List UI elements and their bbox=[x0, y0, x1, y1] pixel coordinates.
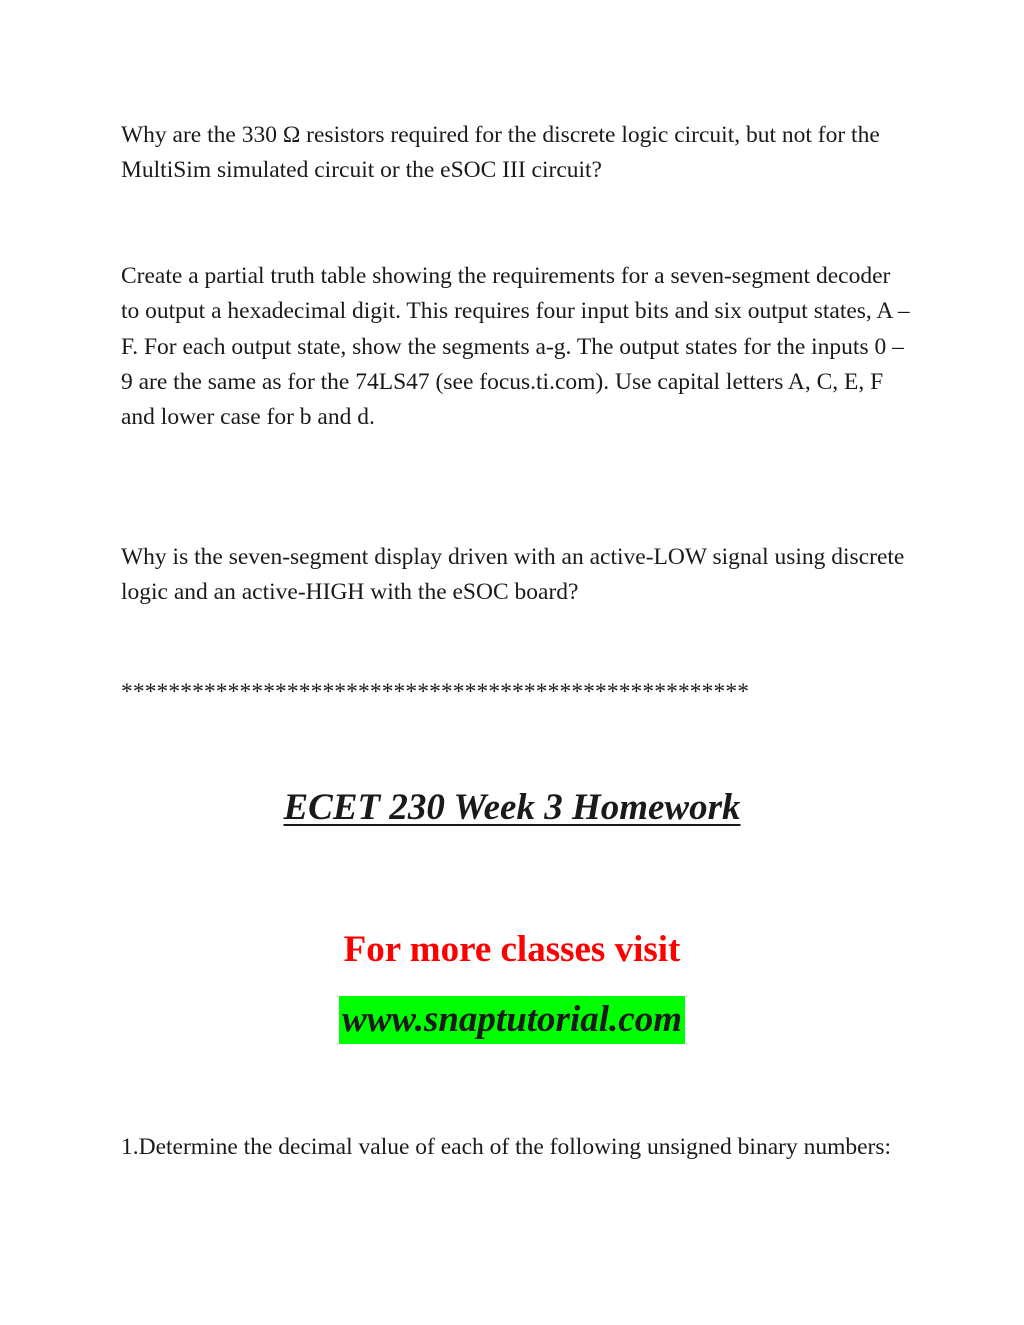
promo-text: For more classes visit bbox=[343, 929, 681, 970]
question-resistors-paragraph: Why are the 330 Ω resistors required for the discrete logic circuit, but not for the MultiSim simulated circuit or the eSOC III circuit? bbox=[121, 122, 880, 184]
question-active-low-paragraph: Why is the seven-segment display driven with an active-LOW signal using discrete logic and an active-HIGH with the eSOC board? bbox=[121, 544, 905, 606]
promo-link-container bbox=[0, 996, 1024, 1044]
homework-title-heading: ECET 230 Week 3 Homework bbox=[283, 787, 741, 828]
question-binary-numbers-paragraph: 1.Determine the decimal value of each of the following unsigned binary numbers: bbox=[121, 1134, 892, 1160]
asterisk-separator: ***************************************************** bbox=[121, 679, 750, 705]
snaptutorial-link[interactable]: www.snaptutorial.com bbox=[339, 996, 685, 1044]
question-truth-table-paragraph: Create a partial truth table showing the requirements for a seven-segment decoder to output a hexadecimal digit. This requires four input bits and six output states, A – F. For each output state, show the segments a-g. The output states for the inputs 0 – 9 are the same as for the 74LS47 (see focus.ti.com). Use capital letters A, C, E, F and lower case for b and d. bbox=[121, 263, 910, 431]
